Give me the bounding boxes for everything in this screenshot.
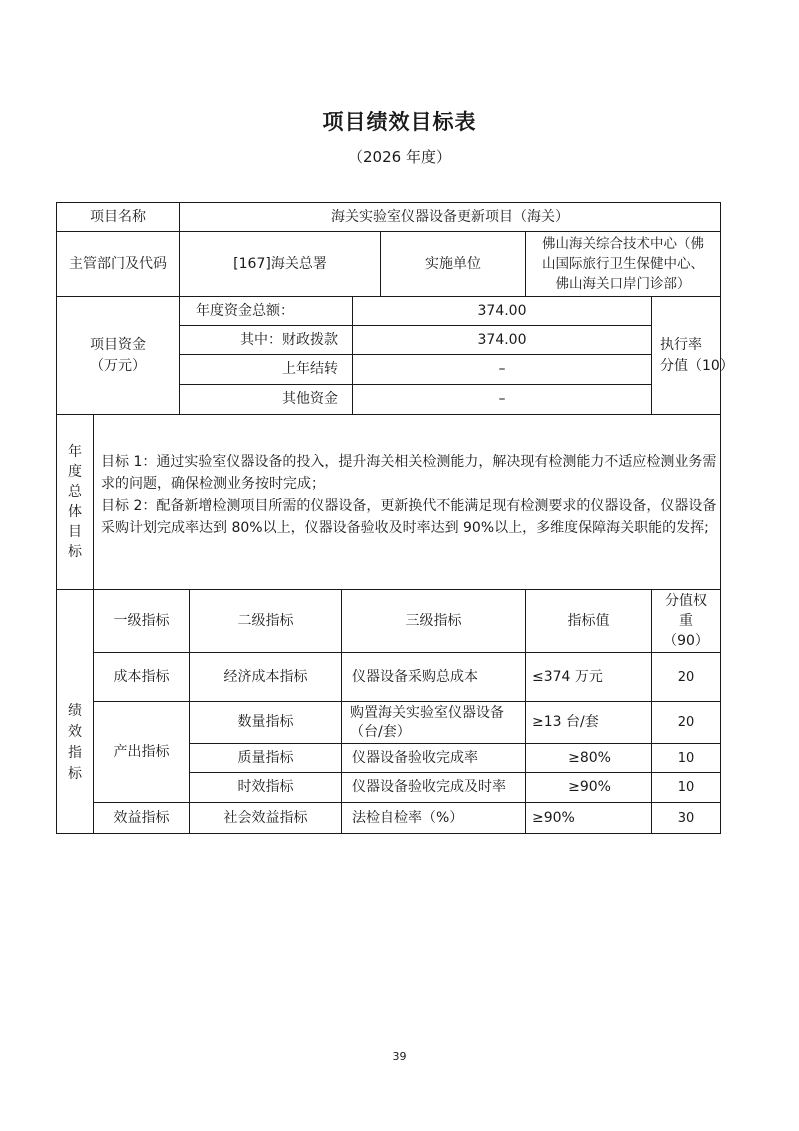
weight-cell: 20 — [677, 715, 695, 730]
level3-cell: 购置海关实验室仪器设备（台/套） — [350, 704, 504, 740]
weight-cell: 20 — [677, 669, 695, 685]
annual-goal-char: 标 — [68, 544, 82, 560]
level2-cell: 时效指标 — [237, 779, 294, 795]
annual-goal-char: 目 — [68, 524, 82, 540]
implementing-unit-line: 山国际旅行卫生保健中心、 — [542, 256, 704, 272]
project-name-value: 海关实验室仪器设备更新项目（海关） — [331, 208, 569, 225]
level2-cell: 社会效益指标 — [223, 809, 308, 826]
goal-item: 目标 1：通过实验室仪器设备的投入，提升海关相关检测能力，解决现有检测能力不适应检测业务需求的问题，确保检测业务按时完成； — [101, 454, 717, 492]
annual-goal-char: 年 — [68, 444, 82, 460]
page-title: 项目绩效目标表 — [322, 110, 477, 134]
implementing-unit-label: 实施单位 — [425, 255, 481, 272]
header-level2: 二级指标 — [237, 612, 294, 629]
execution-rate-line: 分值（10） — [660, 357, 734, 374]
performance-indicator-label — [57, 653, 93, 833]
perf-label-char: 指 — [68, 745, 82, 761]
funds-row-value: 374.00 — [477, 302, 527, 319]
funds-row-label: 其他资金 — [282, 391, 338, 407]
funds-row-value: – — [498, 391, 506, 407]
header-level1: 一级指标 — [113, 612, 170, 629]
perf-label-char: 效 — [68, 724, 82, 740]
funds-row-label: 上年结转 — [282, 361, 338, 377]
implementing-unit-line: 佛山海关综合技术中心（佛 — [542, 236, 704, 252]
implementing-unit-value — [526, 232, 720, 296]
annual-goal-char: 度 — [68, 464, 82, 480]
perf-label-char: 绩 — [68, 703, 82, 719]
funds-row-value: 374.00 — [477, 331, 527, 348]
implementing-unit-line: 佛山海关口岸门诊部） — [555, 276, 691, 292]
department-label: 主管部门及代码 — [69, 255, 167, 272]
annual-goal-text — [101, 451, 718, 539]
goal-item: 目标 2：配备新增检测项目所需的仪器设备，更新换代不能满足现有检测要求的仪器设备，仪器设备采购计划完成率达到 80%以上，仪器设备验收及时率达到 90%以上，多维度保障海关职能的发挥; — [101, 498, 717, 536]
page-subtitle: （2026 年度） — [348, 148, 451, 166]
execution-rate-label — [652, 297, 734, 414]
header-weight-line: 分值权 — [665, 593, 707, 609]
level1-cell: 效益指标 — [113, 809, 170, 826]
level2-cell: 经济成本指标 — [223, 668, 308, 685]
table-line — [56, 414, 721, 415]
level3-cell: 仪器设备采购总成本 — [352, 668, 478, 685]
project-name-label: 项目名称 — [90, 208, 146, 225]
header-weight-line: （90） — [663, 633, 709, 649]
table-line — [720, 202, 721, 834]
weight-cell: 10 — [677, 780, 695, 795]
level3-cell: 法检自检率（%） — [352, 809, 464, 826]
funds-label-line: 项目资金 — [90, 336, 146, 353]
value-cell: ≥80% — [568, 749, 611, 766]
annual-goal-char: 体 — [68, 504, 82, 520]
department-value: [167]海关总署 — [233, 255, 327, 272]
annual-goal-char: 总 — [68, 484, 82, 500]
level1-cell: 产出指标 — [113, 743, 170, 760]
table-line — [56, 833, 721, 834]
header-value: 指标值 — [567, 612, 610, 629]
level2-cell: 质量指标 — [237, 749, 294, 766]
level3-cell: 仪器设备验收完成及时率 — [352, 779, 506, 795]
funds-row-label: 年度资金总额： — [196, 302, 294, 319]
annual-goal-label — [57, 415, 93, 589]
value-cell: ≥90% — [568, 779, 611, 795]
funds-row-label: 其中：财政拨款 — [240, 331, 338, 348]
weight-cell: 30 — [677, 810, 695, 826]
execution-rate-line: 执行率 — [660, 336, 702, 353]
level2-cell: 数量指标 — [237, 714, 294, 730]
value-cell: ≥90% — [532, 809, 575, 826]
header-level3: 三级指标 — [405, 612, 462, 629]
header-weight — [652, 590, 720, 652]
funds-label — [57, 297, 179, 414]
page-number: 39 — [392, 1050, 407, 1063]
weight-cell: 10 — [677, 750, 695, 766]
funds-row-value: – — [498, 361, 506, 377]
header-weight-line: 重 — [679, 613, 693, 629]
level1-cell: 成本指标 — [113, 668, 170, 685]
level3-cell: 仪器设备验收完成率 — [352, 749, 478, 766]
perf-label-char: 标 — [68, 766, 82, 782]
value-cell: ≤374 万元 — [532, 668, 603, 685]
funds-label-line: （万元） — [90, 357, 146, 374]
value-cell: ≥13 台/套 — [532, 714, 599, 730]
